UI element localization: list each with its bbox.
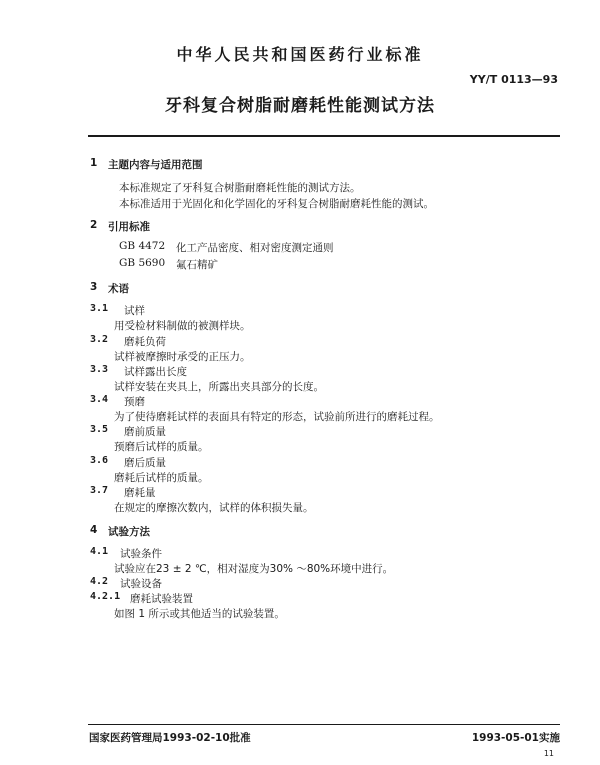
term-3-5-definition: 预磨后试样的质量。 [114, 441, 209, 453]
term-3-7-number: 3.7 [90, 485, 109, 496]
term-3-4-name: 预磨 [124, 396, 145, 408]
section-4-1-number: 4.1 [90, 546, 109, 557]
section-4-2-title: 试验设备 [120, 578, 162, 590]
term-3-3-name: 试样露出长度 [124, 366, 187, 378]
standard-number: YY/T 0113—93 [469, 73, 558, 86]
section-1-number: 1 [90, 157, 98, 169]
term-3-4-number: 3.4 [90, 394, 109, 405]
section-4-2-1-number: 4.2.1 [90, 591, 121, 602]
term-3-4-definition: 为了使待磨耗试样的表面具有特定的形态，试验前所进行的磨耗过程。 [114, 411, 440, 423]
header-rule [88, 135, 560, 137]
section-4-2-1-title: 磨耗试验装置 [130, 593, 193, 605]
term-3-3-number: 3.3 [90, 364, 109, 375]
reference-title-1: 化工产品密度、相对密度测定通则 [176, 242, 334, 254]
section-4-number: 4 [90, 524, 98, 536]
section-4-2-1-text: 如图 1 所示或其他适当的试验装置。 [114, 608, 285, 620]
reference-code-1: GB 4472 [119, 240, 166, 252]
section-3-title: 术语 [108, 283, 129, 295]
term-3-3-definition: 试样安装在夹具上，所露出夹具部分的长度。 [114, 381, 324, 393]
section-1-paragraph-1: 本标准规定了牙科复合树脂耐磨耗性能的测试方法。 [119, 182, 361, 194]
term-3-2-name: 磨耗负荷 [124, 336, 166, 348]
reference-code-2: GB 5690 [119, 257, 166, 269]
section-4-title: 试验方法 [108, 526, 150, 538]
approval-note: 国家医药管理局1993-02-10批准 [89, 732, 251, 744]
term-3-1-definition: 用受检材料制做的被测样块。 [114, 320, 251, 332]
term-3-1-number: 3.1 [90, 303, 109, 314]
term-3-7-definition: 在规定的摩擦次数内，试样的体积损失量。 [114, 502, 314, 514]
term-3-5-name: 磨前质量 [124, 426, 166, 438]
section-2-number: 2 [90, 219, 98, 231]
term-3-2-number: 3.2 [90, 334, 109, 345]
section-4-1-title: 试验条件 [120, 548, 162, 560]
term-3-5-number: 3.5 [90, 424, 109, 435]
term-3-6-number: 3.6 [90, 455, 109, 466]
section-1-paragraph-2: 本标准适用于光固化和化学固化的牙科复合树脂耐磨耗性能的测试。 [119, 198, 434, 210]
term-3-6-definition: 磨耗后试样的质量。 [114, 472, 209, 484]
section-4-2-number: 4.2 [90, 576, 109, 587]
section-1-title: 主题内容与适用范围 [108, 159, 203, 171]
footer-rule [88, 724, 560, 725]
term-3-2-definition: 试样被摩擦时承受的正压力。 [114, 351, 251, 363]
document-title: 牙科复合树脂耐磨耗性能测试方法 [165, 96, 435, 116]
term-3-7-name: 磨耗量 [124, 487, 156, 499]
section-4-1-text: 试验应在23 ± 2 ℃，相对湿度为30% ～80%环境中进行。 [114, 563, 394, 575]
page-number: 11 [543, 749, 554, 758]
section-2-title: 引用标准 [108, 221, 150, 233]
reference-title-2: 氟石精矿 [176, 259, 218, 271]
term-3-1-name: 试样 [124, 305, 145, 317]
org-title: 中华人民共和国医药行业标准 [176, 45, 424, 64]
section-3-number: 3 [90, 281, 98, 293]
effective-date: 1993-05-01实施 [471, 732, 560, 744]
term-3-6-name: 磨后质量 [124, 457, 166, 469]
